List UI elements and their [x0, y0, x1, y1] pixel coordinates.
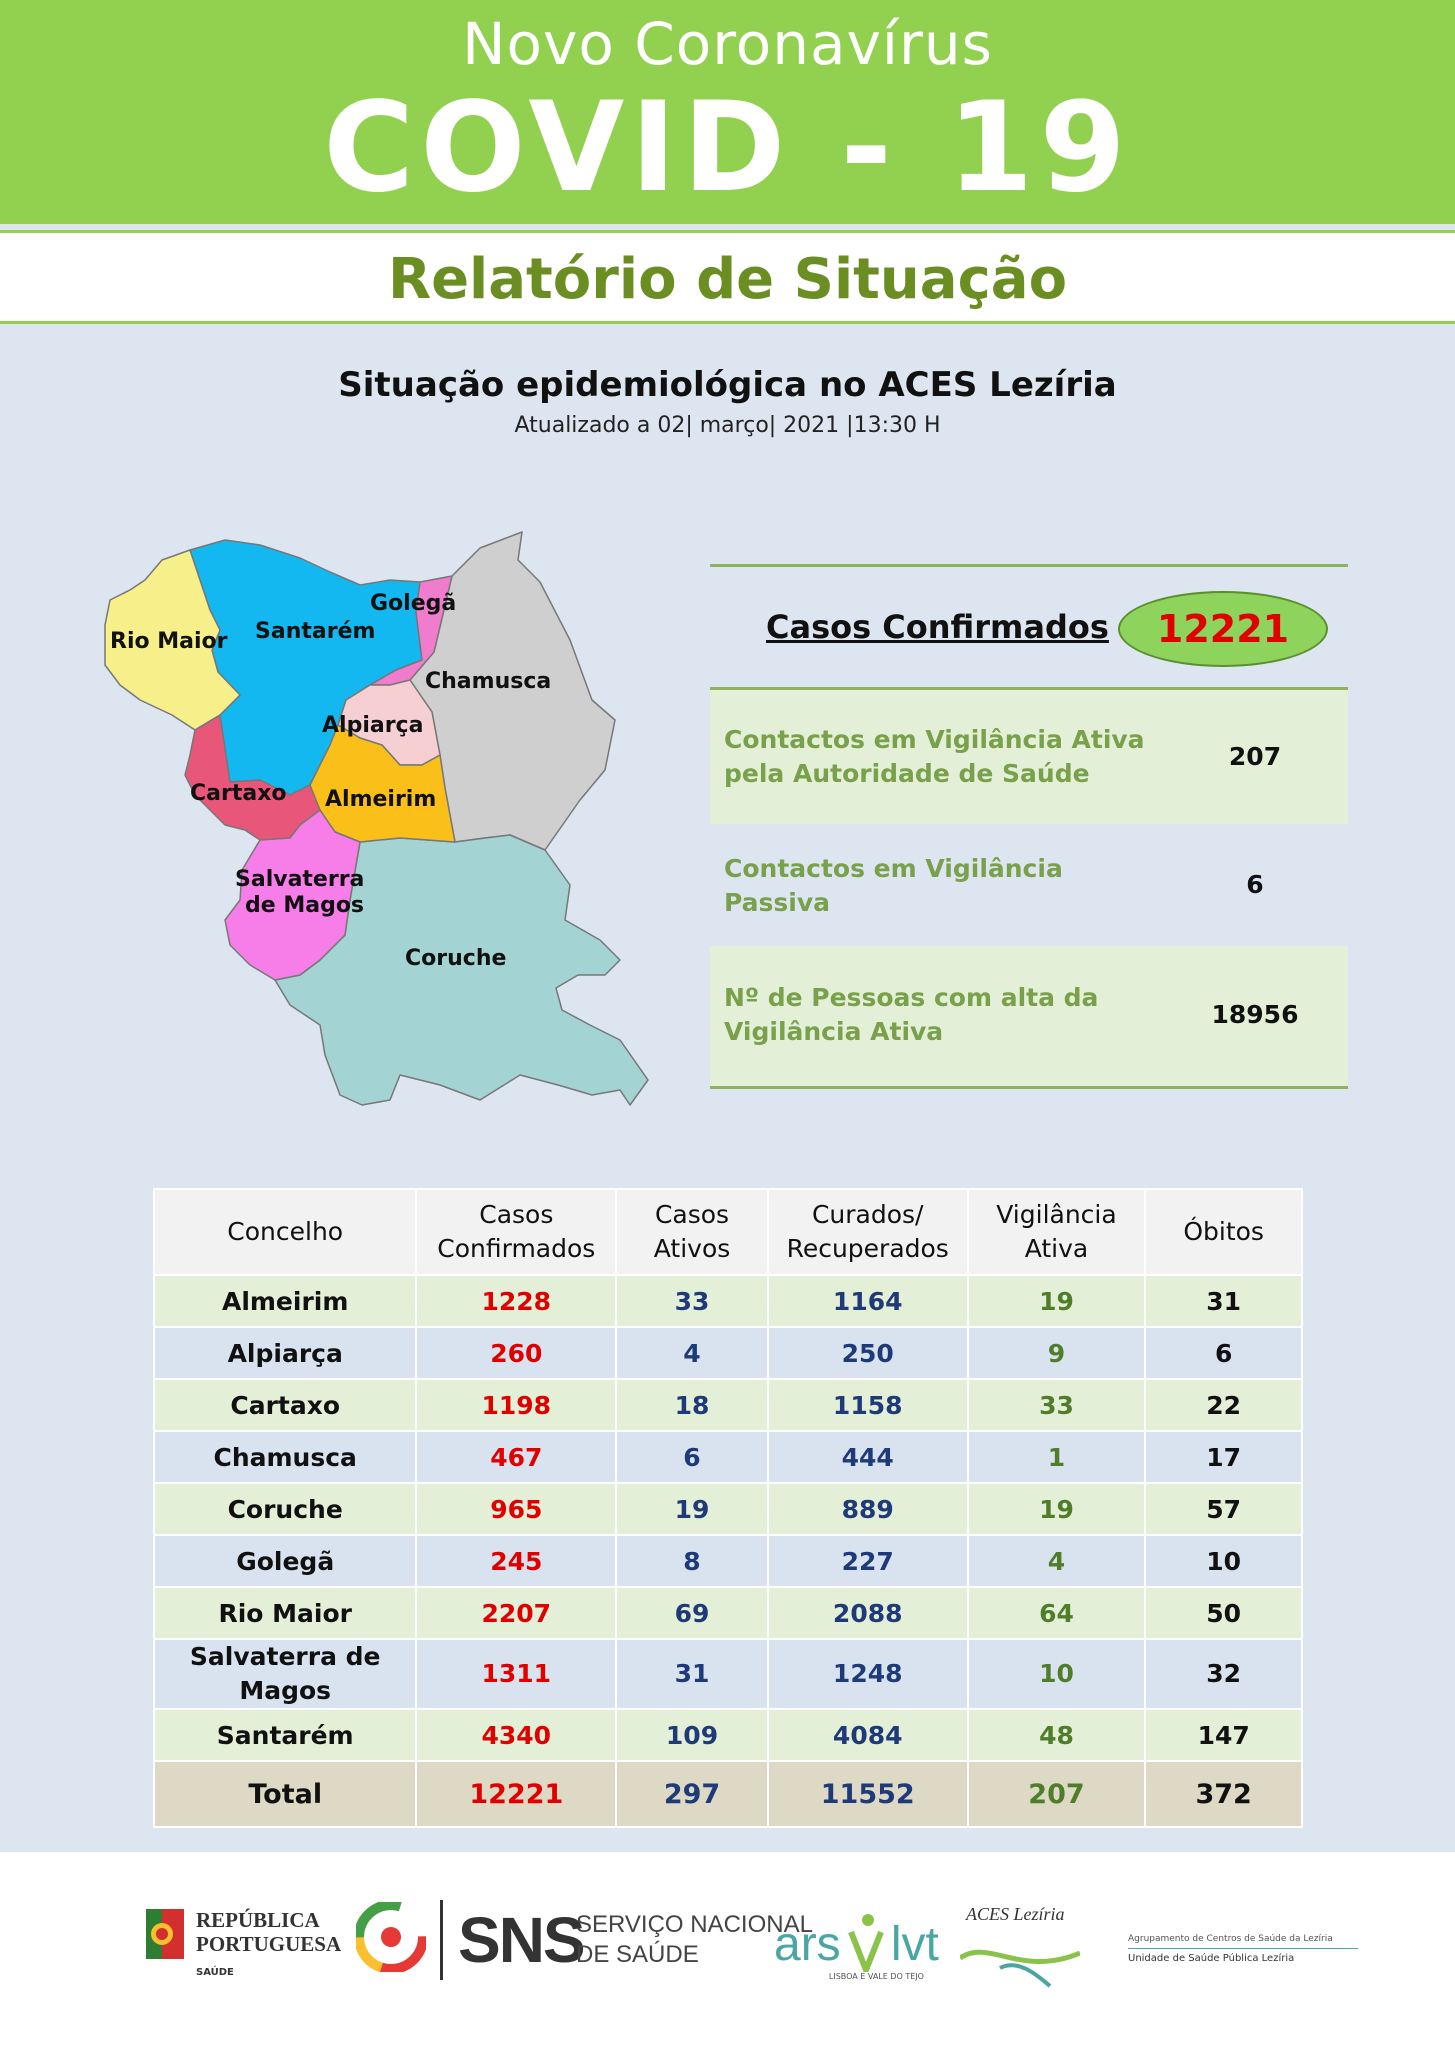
cell-surveillance: 64	[968, 1587, 1146, 1639]
passive-surveillance-label	[724, 852, 1063, 920]
cell-concelho: Alpiarça	[154, 1327, 416, 1379]
table-row	[154, 1483, 1302, 1535]
cell-surveillance: 33	[968, 1379, 1146, 1431]
ars-text: ars	[774, 1918, 841, 1971]
table-row	[154, 1587, 1302, 1639]
footer-logos	[0, 1852, 1455, 2048]
table-row	[154, 1535, 1302, 1587]
header-title: COVID - 19	[323, 76, 1132, 220]
cell-concelho: Rio Maior	[154, 1587, 416, 1639]
map-label-salvaterra: Salvaterra	[235, 867, 365, 892]
discharged-row	[710, 946, 1348, 1086]
cell-recovered: 444	[768, 1431, 968, 1483]
republica-text-line2: PORTUGUESA	[196, 1932, 342, 1956]
cell-surveillance: 1	[968, 1431, 1146, 1483]
col-header-confirmed-line2: Confirmados	[437, 1234, 596, 1263]
sns-full-line1: SERVIÇO NACIONAL	[576, 1911, 813, 1938]
aces-wave-icon	[960, 1928, 1080, 1988]
map-label-de-magos: de Magos	[245, 893, 365, 918]
col-header-surveillance-line1: Vigilância	[996, 1200, 1117, 1229]
active-surveillance-value: 207	[1228, 742, 1282, 771]
cell-surveillance: 19	[968, 1275, 1146, 1327]
cell-confirmed: 4340	[416, 1709, 616, 1761]
map-label-cartaxo: Cartaxo	[190, 781, 287, 806]
cell-recovered: 1248	[768, 1639, 968, 1709]
cell-recovered: 227	[768, 1535, 968, 1587]
map-label-santarem: Santarém	[255, 619, 376, 644]
cell-deaths: 147	[1145, 1709, 1302, 1761]
footer-divider	[440, 1900, 443, 1980]
cell-surveillance: 48	[968, 1709, 1146, 1761]
cell-active: 8	[616, 1535, 768, 1587]
passive-surveillance-value: 6	[1246, 870, 1264, 899]
cell-confirmed: 965	[416, 1483, 616, 1535]
cell-active: 109	[616, 1709, 768, 1761]
stats-panel	[710, 564, 1348, 1089]
map-label-golega: Golegã	[370, 591, 457, 616]
section-title: Situação epidemiológica no ACES Lezíria	[338, 365, 1117, 405]
cell-active: 19	[616, 1483, 768, 1535]
active-surveillance-label-line1: Contactos em Vigilância Ativa	[724, 725, 1145, 754]
cell-concelho-line1: Salvaterra de	[189, 1642, 381, 1671]
ars-subtitle: LISBOA E VALE DO TEJO	[828, 1972, 924, 1981]
col-header-confirmed-line1: Casos	[479, 1200, 554, 1229]
passive-surveillance-row	[710, 824, 1348, 946]
region-map	[100, 520, 660, 1120]
header-banner	[0, 0, 1455, 224]
cell-active: 69	[616, 1587, 768, 1639]
active-surveillance-label	[724, 723, 1145, 791]
aces-leziria-text: ACES Lezíria	[966, 1904, 1065, 1924]
cell-confirmed: 1228	[416, 1275, 616, 1327]
col-header-surveillance	[968, 1189, 1146, 1275]
map-label-alpiarca: Alpiarça	[322, 713, 424, 738]
map-label-almeirim: Almeirim	[325, 787, 437, 812]
confirmed-cases-label: Casos Confirmados	[766, 608, 1109, 646]
map-label-rio-maior: Rio Maior	[110, 629, 228, 654]
col-header-recovered-line1: Curados/	[811, 1200, 924, 1229]
table-row	[154, 1639, 1302, 1709]
passive-surveillance-label-line2: Passiva	[724, 888, 831, 917]
cell-concelho: Coruche	[154, 1483, 416, 1535]
cell-surveillance: 9	[968, 1327, 1146, 1379]
cell-active: 18	[616, 1379, 768, 1431]
active-surveillance-row	[710, 690, 1348, 824]
cell-total-active: 297	[616, 1761, 768, 1827]
discharged-label-line2: Vigilância Ativa	[724, 1017, 944, 1046]
cell-deaths: 57	[1145, 1483, 1302, 1535]
cell-active: 31	[616, 1639, 768, 1709]
cell-confirmed: 2207	[416, 1587, 616, 1639]
divider	[710, 1086, 1348, 1089]
table-header-row	[154, 1189, 1302, 1275]
cell-confirmed: 1198	[416, 1379, 616, 1431]
cell-concelho: Almeirim	[154, 1275, 416, 1327]
discharged-value: 18956	[1211, 1000, 1299, 1029]
municipality-table	[153, 1188, 1303, 1828]
col-header-recovered-line2: Recuperados	[786, 1234, 949, 1263]
discharged-label-line1: Nº de Pessoas com alta da	[724, 983, 1099, 1012]
cell-active: 33	[616, 1275, 768, 1327]
col-header-active-line2: Ativos	[653, 1234, 731, 1263]
cell-recovered: 1164	[768, 1275, 968, 1327]
cell-concelho: Golegã	[154, 1535, 416, 1587]
cell-total-label: Total	[154, 1761, 416, 1827]
cell-concelho	[154, 1639, 416, 1709]
col-header-active	[616, 1189, 768, 1275]
lvt-text: lvt	[890, 1918, 939, 1971]
cell-deaths: 10	[1145, 1535, 1302, 1587]
cell-surveillance: 4	[968, 1535, 1146, 1587]
cell-active: 6	[616, 1431, 768, 1483]
cell-deaths: 6	[1145, 1327, 1302, 1379]
table-row	[154, 1379, 1302, 1431]
sns-logo-text: SNS	[458, 1904, 584, 1976]
cell-surveillance: 19	[968, 1483, 1146, 1535]
cell-recovered: 1158	[768, 1379, 968, 1431]
confirmed-cases-badge: 12221	[1118, 591, 1328, 667]
cell-recovered: 250	[768, 1327, 968, 1379]
sns-emblem-icon	[356, 1902, 426, 1972]
updated-date: Atualizado a 02| março| 2021 |13:30 H	[514, 413, 941, 438]
unidade-text: Unidade de Saúde Pública Lezíria	[1128, 1953, 1295, 1964]
cell-recovered: 889	[768, 1483, 968, 1535]
cell-active: 4	[616, 1327, 768, 1379]
table-row	[154, 1709, 1302, 1761]
report-title: Relatório de Situação	[387, 247, 1068, 312]
table-row	[154, 1431, 1302, 1483]
col-header-active-line1: Casos	[654, 1200, 730, 1229]
col-header-deaths: Óbitos	[1145, 1189, 1302, 1275]
agrupamento-text: Agrupamento de Centros de Saúde da Lezíria	[1128, 1934, 1333, 1944]
cell-deaths: 17	[1145, 1431, 1302, 1483]
cell-total-deaths: 372	[1145, 1761, 1302, 1827]
cell-concelho: Cartaxo	[154, 1379, 416, 1431]
footer-rule	[1128, 1948, 1358, 1949]
cell-deaths: 22	[1145, 1379, 1302, 1431]
cell-deaths: 31	[1145, 1275, 1302, 1327]
table-row	[154, 1275, 1302, 1327]
table-row	[154, 1327, 1302, 1379]
col-header-concelho: Concelho	[154, 1189, 416, 1275]
cell-recovered: 2088	[768, 1587, 968, 1639]
col-header-recovered	[768, 1189, 968, 1275]
cell-concelho-line2: Magos	[239, 1676, 332, 1705]
sns-full-line2: DE SAÚDE	[576, 1941, 699, 1968]
cell-concelho: Santarém	[154, 1709, 416, 1761]
report-title-band	[0, 230, 1455, 324]
cell-deaths: 32	[1145, 1639, 1302, 1709]
cell-concelho: Chamusca	[154, 1431, 416, 1483]
republica-text-line1: REPÚBLICA	[196, 1908, 320, 1932]
cell-confirmed: 245	[416, 1535, 616, 1587]
person-icon	[846, 1912, 886, 1972]
map-label-chamusca: Chamusca	[425, 669, 552, 694]
cell-total-recovered: 11552	[768, 1761, 968, 1827]
header-subtitle: Novo Coronavírus	[462, 10, 993, 78]
map-label-coruche: Coruche	[405, 946, 507, 971]
republica-portuguesa-logo	[146, 1904, 342, 1978]
table-total-row	[154, 1761, 1302, 1827]
discharged-label	[724, 981, 1098, 1049]
active-surveillance-label-line2: pela Autoridade de Saúde	[724, 759, 1090, 788]
cell-surveillance: 10	[968, 1639, 1146, 1709]
saude-small-text: SAÚDE	[196, 1967, 234, 1978]
confirmed-cases-row	[710, 567, 1348, 687]
ars-lvt-logo	[774, 1912, 939, 1981]
cell-confirmed: 260	[416, 1327, 616, 1379]
cell-confirmed: 467	[416, 1431, 616, 1483]
cell-total-surveillance: 207	[968, 1761, 1146, 1827]
passive-surveillance-label-line1: Contactos em Vigilância	[724, 854, 1063, 883]
col-header-surveillance-line2: Ativa	[1024, 1234, 1089, 1263]
cell-recovered: 4084	[768, 1709, 968, 1761]
shield-icon	[146, 1904, 186, 1964]
cell-total-confirmed: 12221	[416, 1761, 616, 1827]
cell-confirmed: 1311	[416, 1639, 616, 1709]
cell-deaths: 50	[1145, 1587, 1302, 1639]
col-header-confirmed	[416, 1189, 616, 1275]
